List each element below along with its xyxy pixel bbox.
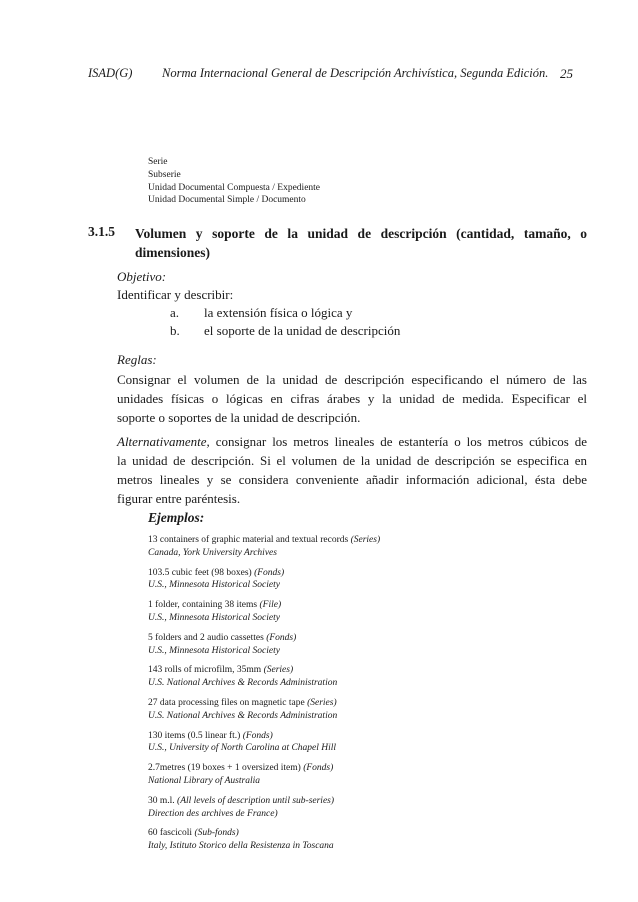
example-source: U.S., Minnesota Historical Society — [148, 612, 280, 623]
paragraph-line-rest: consignar los metros lineales de estantería o los metros cúbicos de — [209, 434, 587, 449]
example-source: National Library of Australia — [148, 775, 260, 786]
section-title-line: Volumen y soporte de la unidad de descripción (cantidad, tamaño, o — [135, 226, 587, 241]
example-item — [148, 567, 548, 593]
example-source: U.S., Minnesota Historical Society — [148, 645, 280, 656]
list-item-text: la extensión física o lógica y — [204, 305, 353, 320]
paragraph-line: figurar entre paréntesis. — [117, 491, 241, 506]
example-description: 1 folder, containing 38 items — [148, 600, 258, 611]
level-item: Subserie — [148, 169, 181, 180]
example-level: (Fonds) — [303, 763, 334, 774]
level-list — [148, 156, 320, 207]
example-source: U.S., University of North Carolina at Chapel Hill — [148, 743, 337, 754]
list-item-letter: a. — [170, 305, 180, 320]
section-title — [135, 224, 587, 262]
example-source: U.S., Minnesota Historical Society — [148, 580, 280, 591]
example-description: 130 items (0.5 linear ft.) — [148, 730, 241, 741]
example-item — [148, 762, 548, 788]
list-item-letter: b. — [170, 323, 180, 338]
examples-list — [148, 534, 548, 860]
section-number: 3.1.5 — [88, 224, 115, 239]
example-description: 103.5 cubic feet (98 boxes) — [148, 567, 252, 578]
alternativamente-lead: Alternativamente, — [117, 434, 210, 449]
example-item — [148, 632, 548, 658]
example-description: 60 fascicoli — [148, 828, 193, 839]
example-source: U.S. National Archives & Records Administration — [148, 710, 338, 721]
example-description: 5 folders and 2 audio cassettes — [148, 632, 264, 643]
example-level: (Series) — [350, 535, 381, 545]
objetivo-intro: Identificar y describir: — [117, 287, 234, 302]
example-source: Canada, York University Archives — [148, 547, 277, 558]
reglas-label: Reglas: — [117, 352, 157, 367]
level-item: Unidad Documental Simple / Documento — [148, 195, 306, 206]
example-source: Italy, Istituto Storico della Resistenza in Toscana — [148, 841, 334, 852]
paragraph-line — [117, 432, 587, 451]
reglas-paragraph — [117, 370, 587, 427]
example-item — [148, 795, 548, 821]
paragraph-line: la unidad de descripción. Si el volumen de la unidad de descripción se especifica en — [117, 453, 587, 468]
example-level: (Series) — [263, 665, 294, 676]
example-item — [148, 697, 548, 723]
paragraph-line: soporte o soportes de la unidad de descripción. — [117, 410, 361, 425]
level-item: Serie — [148, 157, 168, 167]
alternativamente-paragraph — [117, 432, 587, 508]
header-title: Norma Internacional General de Descripción Archivística, Segunda Edición. — [162, 66, 549, 80]
paragraph-line: Consignar el volumen de la unidad de descripción especificando el número de las — [117, 372, 587, 387]
example-level: (Sub-fonds) — [194, 828, 239, 839]
example-level: (File) — [259, 600, 282, 611]
paragraph-line: unidades físicas o lógicas en cifras árabes y la unidad de medida. Especificar el — [117, 391, 587, 406]
paragraph-line: metros lineales y se considera conveniente añadir información adicional, ésta debe — [117, 472, 587, 487]
example-level: (Fonds) — [242, 730, 273, 741]
example-item — [148, 730, 548, 756]
example-item — [148, 599, 548, 625]
example-item — [148, 827, 548, 853]
example-source: U.S. National Archives & Records Administration — [148, 678, 338, 689]
example-description: 2.7metres (19 boxes + 1 oversized item) — [148, 763, 301, 774]
example-level: (Fonds) — [254, 567, 285, 578]
section-title-line: dimensiones) — [135, 245, 211, 260]
example-description: 13 containers of graphic material and textual records — [148, 535, 349, 545]
example-item — [148, 534, 548, 560]
example-description: 143 rolls of microfilm, 35mm — [148, 665, 262, 676]
example-description: 30 m.l. — [148, 795, 175, 806]
example-level: (All levels of description until sub-series) — [177, 795, 335, 806]
header-standard-code: ISAD(G) — [88, 66, 133, 80]
example-level: (Fonds) — [266, 632, 297, 643]
level-item: Unidad Documental Compuesta / Expediente — [148, 182, 321, 193]
example-description: 27 data processing files on magnetic tape — [148, 697, 305, 708]
example-source: Direction des archives de France) — [148, 808, 278, 819]
ejemplos-heading: Ejemplos: — [148, 510, 205, 525]
list-item-text: el soporte de la unidad de descripción — [204, 323, 401, 338]
example-item — [148, 664, 548, 690]
example-level: (Series) — [307, 697, 337, 708]
objetivo-label: Objetivo: — [117, 269, 167, 284]
page-number: 25 — [560, 66, 573, 81]
